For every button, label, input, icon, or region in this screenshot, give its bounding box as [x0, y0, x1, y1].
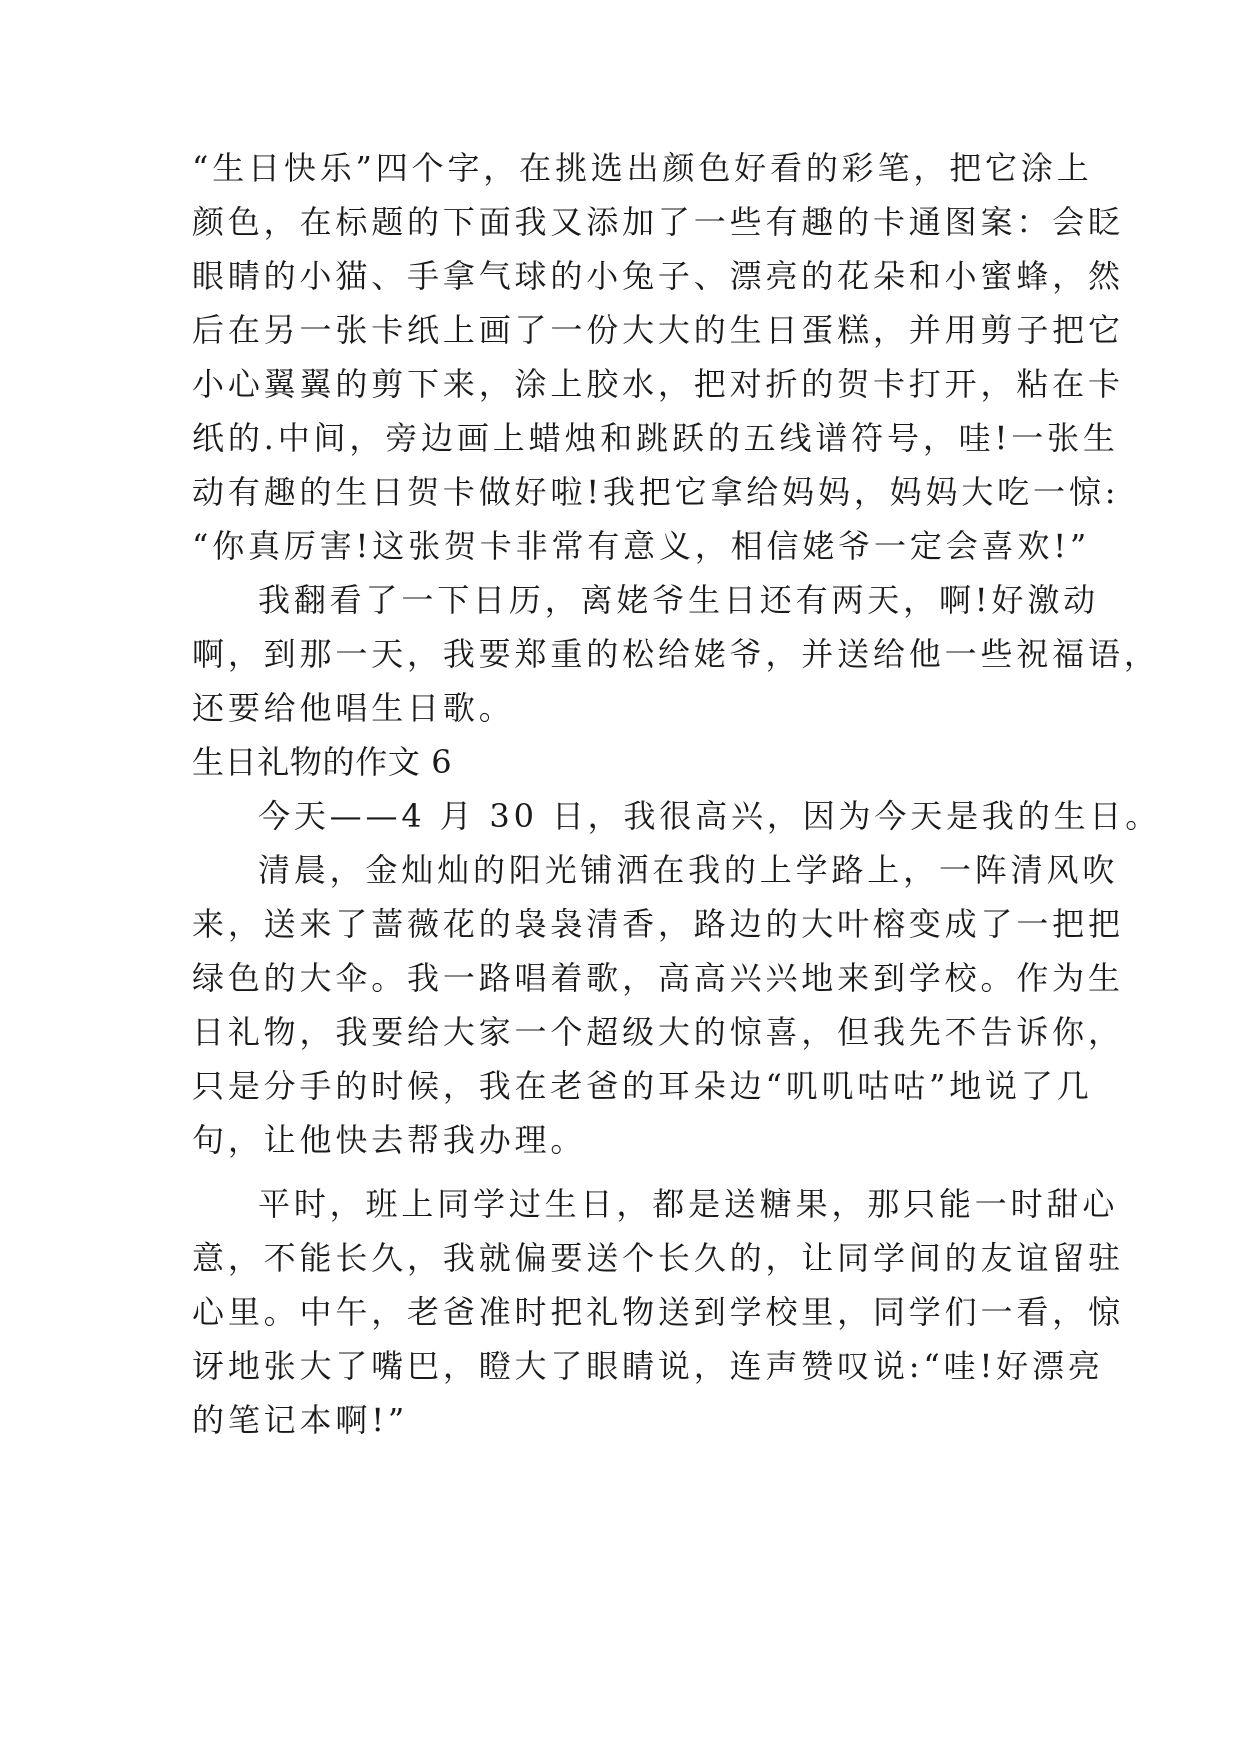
text-line: 颜色，在标题的下面我又添加了一些有趣的卡通图案：会眨 [192, 203, 1124, 241]
text-line: 日礼物，我要给大家一个超级大的惊喜，但我先不告诉你， [192, 1013, 1124, 1051]
paragraph-start-line: 平时，班上同学过生日，都是送糖果，那只能一时甜心 [258, 1185, 1119, 1223]
text-line: 意，不能长久，我就偏要送个长久的，让同学间的友谊留驻 [192, 1239, 1124, 1277]
text-line: 小心翼翼的剪下来，涂上胶水，把对折的贺卡打开，粘在卡 [192, 365, 1124, 403]
text-line: 眼睛的小猫、手拿气球的小兔子、漂亮的花朵和小蜜蜂，然 [192, 257, 1124, 295]
text-line: “生日快乐”四个字，在挑选出颜色好看的彩笔，把它涂上 [192, 149, 1093, 187]
text-line: “你真厉害!这张贺卡非常有意义，相信姥爷一定会喜欢!” [192, 527, 1091, 565]
paragraph-start-line: 清晨，金灿灿的阳光铺洒在我的上学路上，一阵清风吹 [258, 851, 1119, 889]
section-heading: 生日礼物的作文 6 [192, 743, 453, 781]
text-line: 心里。中午，老爸准时把礼物送到学校里，同学们一看，惊 [192, 1293, 1124, 1331]
text-line: 啊，到那一天，我要郑重的松给姥爷，并送给他一些祝福语， [192, 635, 1160, 673]
text-line: 动有趣的生日贺卡做好啦!我把它拿给妈妈，妈妈大吃一惊: [192, 473, 1120, 511]
paragraph-start-line: 我翻看了一下日历，离姥爷生日还有两天，啊!好激动 [258, 581, 1100, 619]
text-line: 纸的.中间，旁边画上蜡烛和跳跃的五线谱符号，哇!一张生 [192, 419, 1119, 457]
text-line: 后在另一张卡纸上画了一份大大的生日蛋糕，并用剪子把它 [192, 311, 1124, 349]
text-line: 绿色的大伞。我一路唱着歌，高高兴兴地来到学校。作为生 [192, 959, 1124, 997]
paragraph-start-line: 今天——4 月 30 日，我很高兴，因为今天是我的生日。 [258, 797, 1162, 835]
text-line: 还要给他唱生日歌。 [192, 689, 515, 727]
text-line: 讶地张大了嘴巴，瞪大了眼睛说，连声赞叹说:“哇!好漂亮 [192, 1347, 1104, 1385]
text-line: 只是分手的时候，我在老爸的耳朵边“叽叽咕咕”地说了几 [192, 1067, 1093, 1105]
text-line: 的笔记本啊!” [192, 1401, 409, 1439]
text-line: 句，让他快去帮我办理。 [192, 1121, 587, 1159]
text-line: 来，送来了蔷薇花的袅袅清香，路边的大叶榕变成了一把把 [192, 905, 1124, 943]
